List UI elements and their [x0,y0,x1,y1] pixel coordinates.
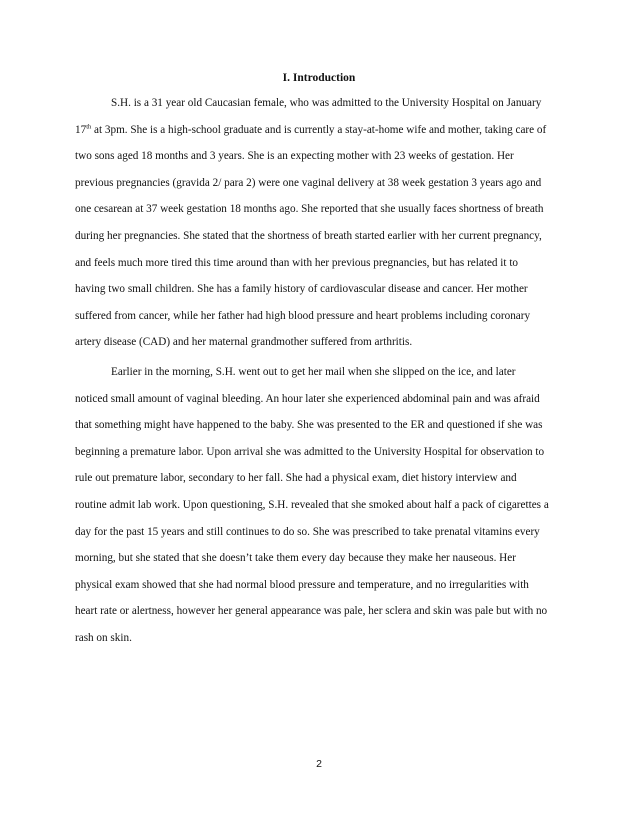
text-line: suffered from cancer, while her father had high blood pressure and heart problems including coronary [75,309,531,322]
text-fragment: at 3pm. She is a high-school graduate and is currently a stay-at-home wife and mother, taking care of [91,123,547,136]
text-line: rule out premature labor, secondary to her fall. She had a physical exam, diet history interview and [75,472,517,485]
text-line: day for the past 15 years and still continues to do so. She was prescribed to take prenatal vitamins every [75,525,540,538]
page-number: 2 [316,758,322,770]
text-line: during her pregnancies. She stated that the shortness of breath started earlier with her current pregnancy, [75,229,542,242]
text-fragment: 17 [75,123,87,136]
text-line: that something might have happened to the baby. She was presented to the ER and questioned if she was [75,419,543,432]
text-line: one cesarean at 37 week gestation 18 months ago. She reported that she usually faces shortness of breath [75,203,544,216]
body-text [75,90,565,651]
text-line: and feels much more tired this time around than with her previous pregnancies, but has related it to [75,256,519,269]
text-line: previous pregnancies (gravida 2/ para 2) were one vaginal delivery at 38 week gestation 3 years ago and [75,176,542,189]
text-line: heart rate or alertness, however her general appearance was pale, her sclera and skin was pale but with no [75,605,548,618]
text-line: beginning a premature labor. Upon arrival she was admitted to the University Hospital for observation to [75,445,545,458]
text-line: physical exam showed that she had normal blood pressure and temperature, and no irregularities with [75,578,529,591]
superscript: th [86,122,92,130]
text-line: rash on skin. [75,631,132,644]
text-line: noticed small amount of vaginal bleeding. An hour later she experienced abdominal pain and was afraid [75,392,540,405]
paragraph-1 [75,90,565,356]
text-line: morning, but she stated that she doesn’t take them every day because they make her nauseous. Her [75,552,516,565]
text-line: S.H. is a 31 year old Caucasian female, who was admitted to the University Hospital on January [111,97,542,109]
paragraph-2 [75,359,565,652]
text-line: having two small children. She has a family history of cardiovascular disease and cancer. Her mother [75,283,528,296]
text-line: artery disease (CAD) and her maternal grandmother suffered from arthritis. [75,336,413,349]
section-title: I. Introduction [282,72,356,84]
text-line: two sons aged 18 months and 3 years. She is an expecting mother with 23 weeks of gestation. Her [75,150,514,163]
text-line: Earlier in the morning, S.H. went out to get her mail when she slipped on the ice, and later [111,365,516,378]
text-line [75,117,565,144]
text-line: routine admit lab work. Upon questioning, S.H. revealed that she smoked about half a pack of cigarettes a [75,498,549,511]
